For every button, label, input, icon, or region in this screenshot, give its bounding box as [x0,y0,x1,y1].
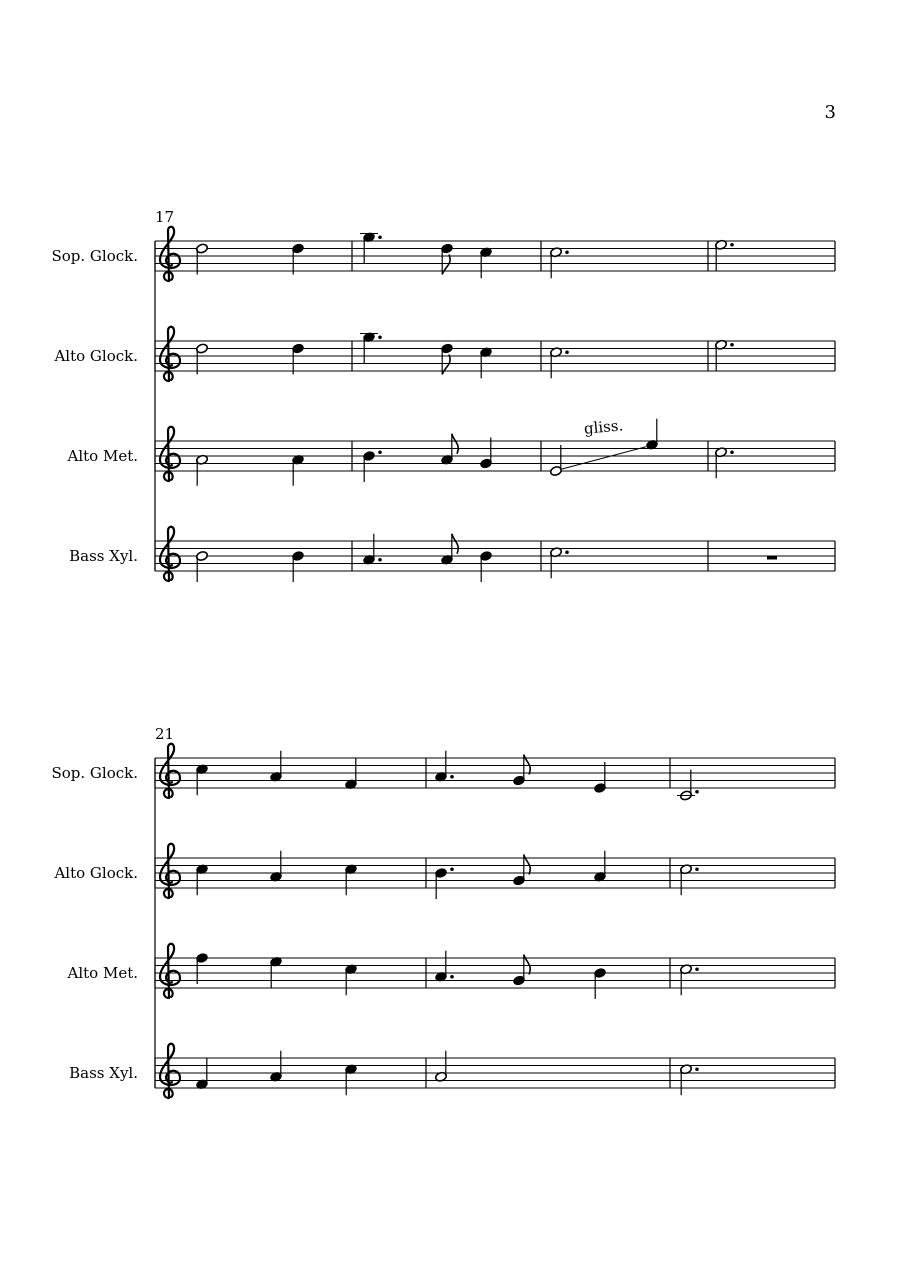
glissando-label: gliss. [583,416,624,438]
note [480,438,493,470]
note [715,339,734,371]
clef-stroke [160,844,180,898]
clef-stroke [160,527,180,581]
treble-clef-icon [160,844,180,898]
augmentation-dot [695,1067,699,1071]
augmentation-dot [730,343,734,347]
note [480,347,493,379]
treble-clef-icon [160,527,180,581]
note [360,332,382,364]
note [270,851,283,883]
instrument-label: Bass Xyl. [69,547,138,565]
staff [51,227,835,281]
note [345,758,358,790]
instrument-label: Alto Glock. [54,864,138,882]
note [715,447,734,479]
augmentation-dot [730,450,734,454]
system-2 [51,725,835,1098]
note [594,967,607,999]
staff [51,744,835,801]
note [594,851,607,883]
note [677,770,699,802]
staff [67,944,836,999]
augmentation-dot [378,450,382,454]
augmentation-dot [695,867,699,871]
note [345,864,358,896]
treble-clef-icon [160,1044,180,1098]
note [196,764,209,796]
augmentation-dot [378,335,382,339]
note [480,550,493,582]
note [196,550,209,582]
note [594,762,607,794]
note [196,1058,209,1090]
instrument-label: Alto Met. [67,964,138,982]
clef-stroke [160,427,180,481]
note [292,343,305,375]
treble-clef-icon [160,327,180,381]
augmentation-dot [565,350,569,354]
clef-stroke [160,744,180,798]
note [435,1051,448,1083]
note [292,454,305,486]
note [550,247,569,279]
note [480,247,493,279]
staff [67,419,836,486]
note [196,952,209,984]
note [435,951,454,983]
augmentation-dot [695,967,699,971]
note [680,1064,699,1096]
augmentation-dot [450,867,454,871]
note [550,347,569,379]
note [270,751,283,783]
clef-stroke [160,944,180,998]
note [441,243,454,275]
augmentation-dot [695,790,699,794]
measure-number: 21 [155,725,175,743]
flag [452,534,458,554]
note [767,556,777,560]
augmentation-dot [565,550,569,554]
note [513,955,531,987]
staff [69,527,835,582]
augmentation-dot [450,775,454,779]
half-rest [767,556,777,560]
flag [452,434,458,454]
system-1 [51,208,835,582]
instrument-label: Sop. Glock. [51,247,138,265]
augmentation-dot [730,243,734,247]
clef-stroke [160,1044,180,1098]
note [441,343,454,375]
glissando-line [562,447,646,469]
note [441,434,459,466]
treble-clef-icon [160,944,180,998]
note [715,239,734,271]
note [435,867,454,899]
note [196,864,209,896]
note [513,855,531,887]
instrument-label: Alto Glock. [54,347,138,365]
augmentation-dot [378,558,382,562]
note [196,454,209,486]
note [435,751,454,783]
augmentation-dot [565,250,569,254]
clef-stroke [160,327,180,381]
note [550,547,569,579]
note [345,964,358,996]
treble-clef-icon [160,227,180,281]
treble-clef-icon [160,744,180,798]
augmentation-dot [378,235,382,239]
note [680,864,699,896]
measure-number: 17 [155,208,175,226]
note [196,343,209,375]
note [680,964,699,996]
note [360,232,382,264]
instrument-label: Alto Met. [67,447,138,465]
instrument-label: Sop. Glock. [51,764,138,782]
instrument-label: Bass Xyl. [69,1064,138,1082]
note [196,243,209,275]
note [513,755,531,787]
note [363,534,382,566]
note [441,534,459,566]
page-number: 3 [824,102,836,123]
note [292,550,305,582]
augmentation-dot [450,975,454,979]
staff [53,844,835,899]
staff [53,327,835,381]
treble-clef-icon [160,427,180,481]
staff [69,1044,835,1098]
note [646,419,659,451]
note [345,1064,358,1096]
clef-stroke [160,227,180,281]
note [363,450,382,482]
note [270,956,283,988]
note [292,243,305,275]
note [550,445,563,477]
note [270,1051,283,1083]
